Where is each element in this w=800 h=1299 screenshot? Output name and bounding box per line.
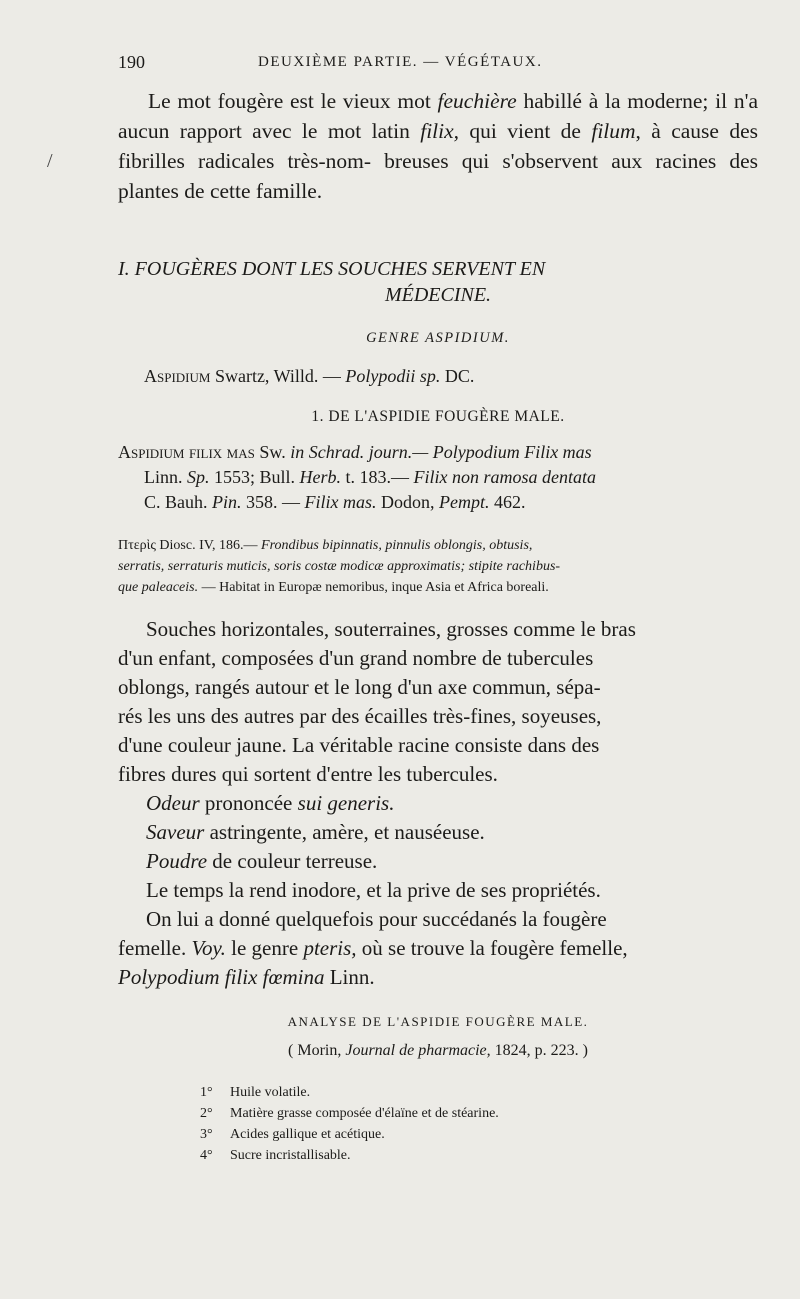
- latin-description: Πτερὶς Diosc. IV, 186.— Frondibus bipinnatis, pinnulis oblongis, obtusis, serratis, serraturis muticis, soris costæ modicæ approximatis; stipite rachibus- que paleaceis. — Habitat in Europæ nemoribus, inque Asia et Africa boreali.: [118, 538, 561, 595]
- aspidium-authority: Aspidium Swartz, Willd. — Polypodii sp. DC.: [144, 366, 475, 386]
- saveur-line: Saveur astringente, amère, et nauséeuse.: [146, 820, 485, 844]
- list-item: 1° Huile volatile.: [200, 1085, 311, 1100]
- description-paragraph: Souches horizontales, souterraines, grosses comme le bras d'un enfant, composées d'un grand nombre de tubercules oblongs, rangés autour et le long d'un axe commun, sépa- rés les uns des autres par des écailles très-fines, soyeuses, d'une couleur jaune. La véritable racine consiste dans des fibres dures qui sortent d'entre les tubercules. Odeur prononcée sui generis. Saveur astringente, amère, et nauséeuse. Poudre de couleur terreuse. Le temps la rend inodore, et la prive de ses propriétés. On lui a donné quelquefois pour succédanés la fougère femelle. Voy. le genre pteris, où se trouve la fougère femelle, Polypodium filix fœmina Linn.: [118, 615, 758, 992]
- list-item: 2° Matière grasse composée d'élaïne et de stéarine.: [200, 1106, 499, 1121]
- list-item: 4° Sucre incristallisable.: [200, 1148, 351, 1163]
- analysis-heading: ANALYSE DE L'ASPIDIE FOUGÈRE MALE.: [287, 1014, 589, 1029]
- running-title: DEUXIÈME PARTIE. — VÉGÉTAUX.: [258, 54, 543, 70]
- subsection-heading: 1. DE L'ASPIDIE FOUGÈRE MALE.: [311, 408, 565, 425]
- odeur-line: Odeur prononcée sui generis.: [146, 791, 395, 815]
- intro-paragraph: Le mot fougère est le vieux mot feuchière habillé à la moderne; il n'a aucun rapport avec le mot latin filix, qui vient de filum, à cause des fibrilles radicales très-nom- breuses qui s'observent aux racines des plantes de cette famille.: [118, 89, 759, 203]
- section-heading: I. FOUGÈRES DONT LES SOUCHES SERVENT EN MÉDECINE.: [118, 258, 546, 306]
- analysis-list: [200, 1082, 720, 1166]
- list-item: 3° Acides gallique et acétique.: [200, 1127, 385, 1142]
- analysis-reference: ( Morin, Journal de pharmacie, 1824, p. 223. ): [288, 1042, 588, 1059]
- synonymy-block: Aspidium filix mas Sw. in Schrad. journ.— Polypodium Filix mas Linn. Sp. 1553; Bull. Herb. t. 183.— Filix non ramosa dentata C. Bauh. Pin. 358. — Filix mas. Dodon, Pempt. 462.: [118, 442, 597, 512]
- genre-heading: GENRE ASPIDIUM.: [366, 330, 510, 346]
- margin-mark: /: [47, 150, 53, 172]
- page-number: 190: [118, 52, 145, 72]
- poudre-line: Poudre de couleur terreuse.: [146, 849, 378, 873]
